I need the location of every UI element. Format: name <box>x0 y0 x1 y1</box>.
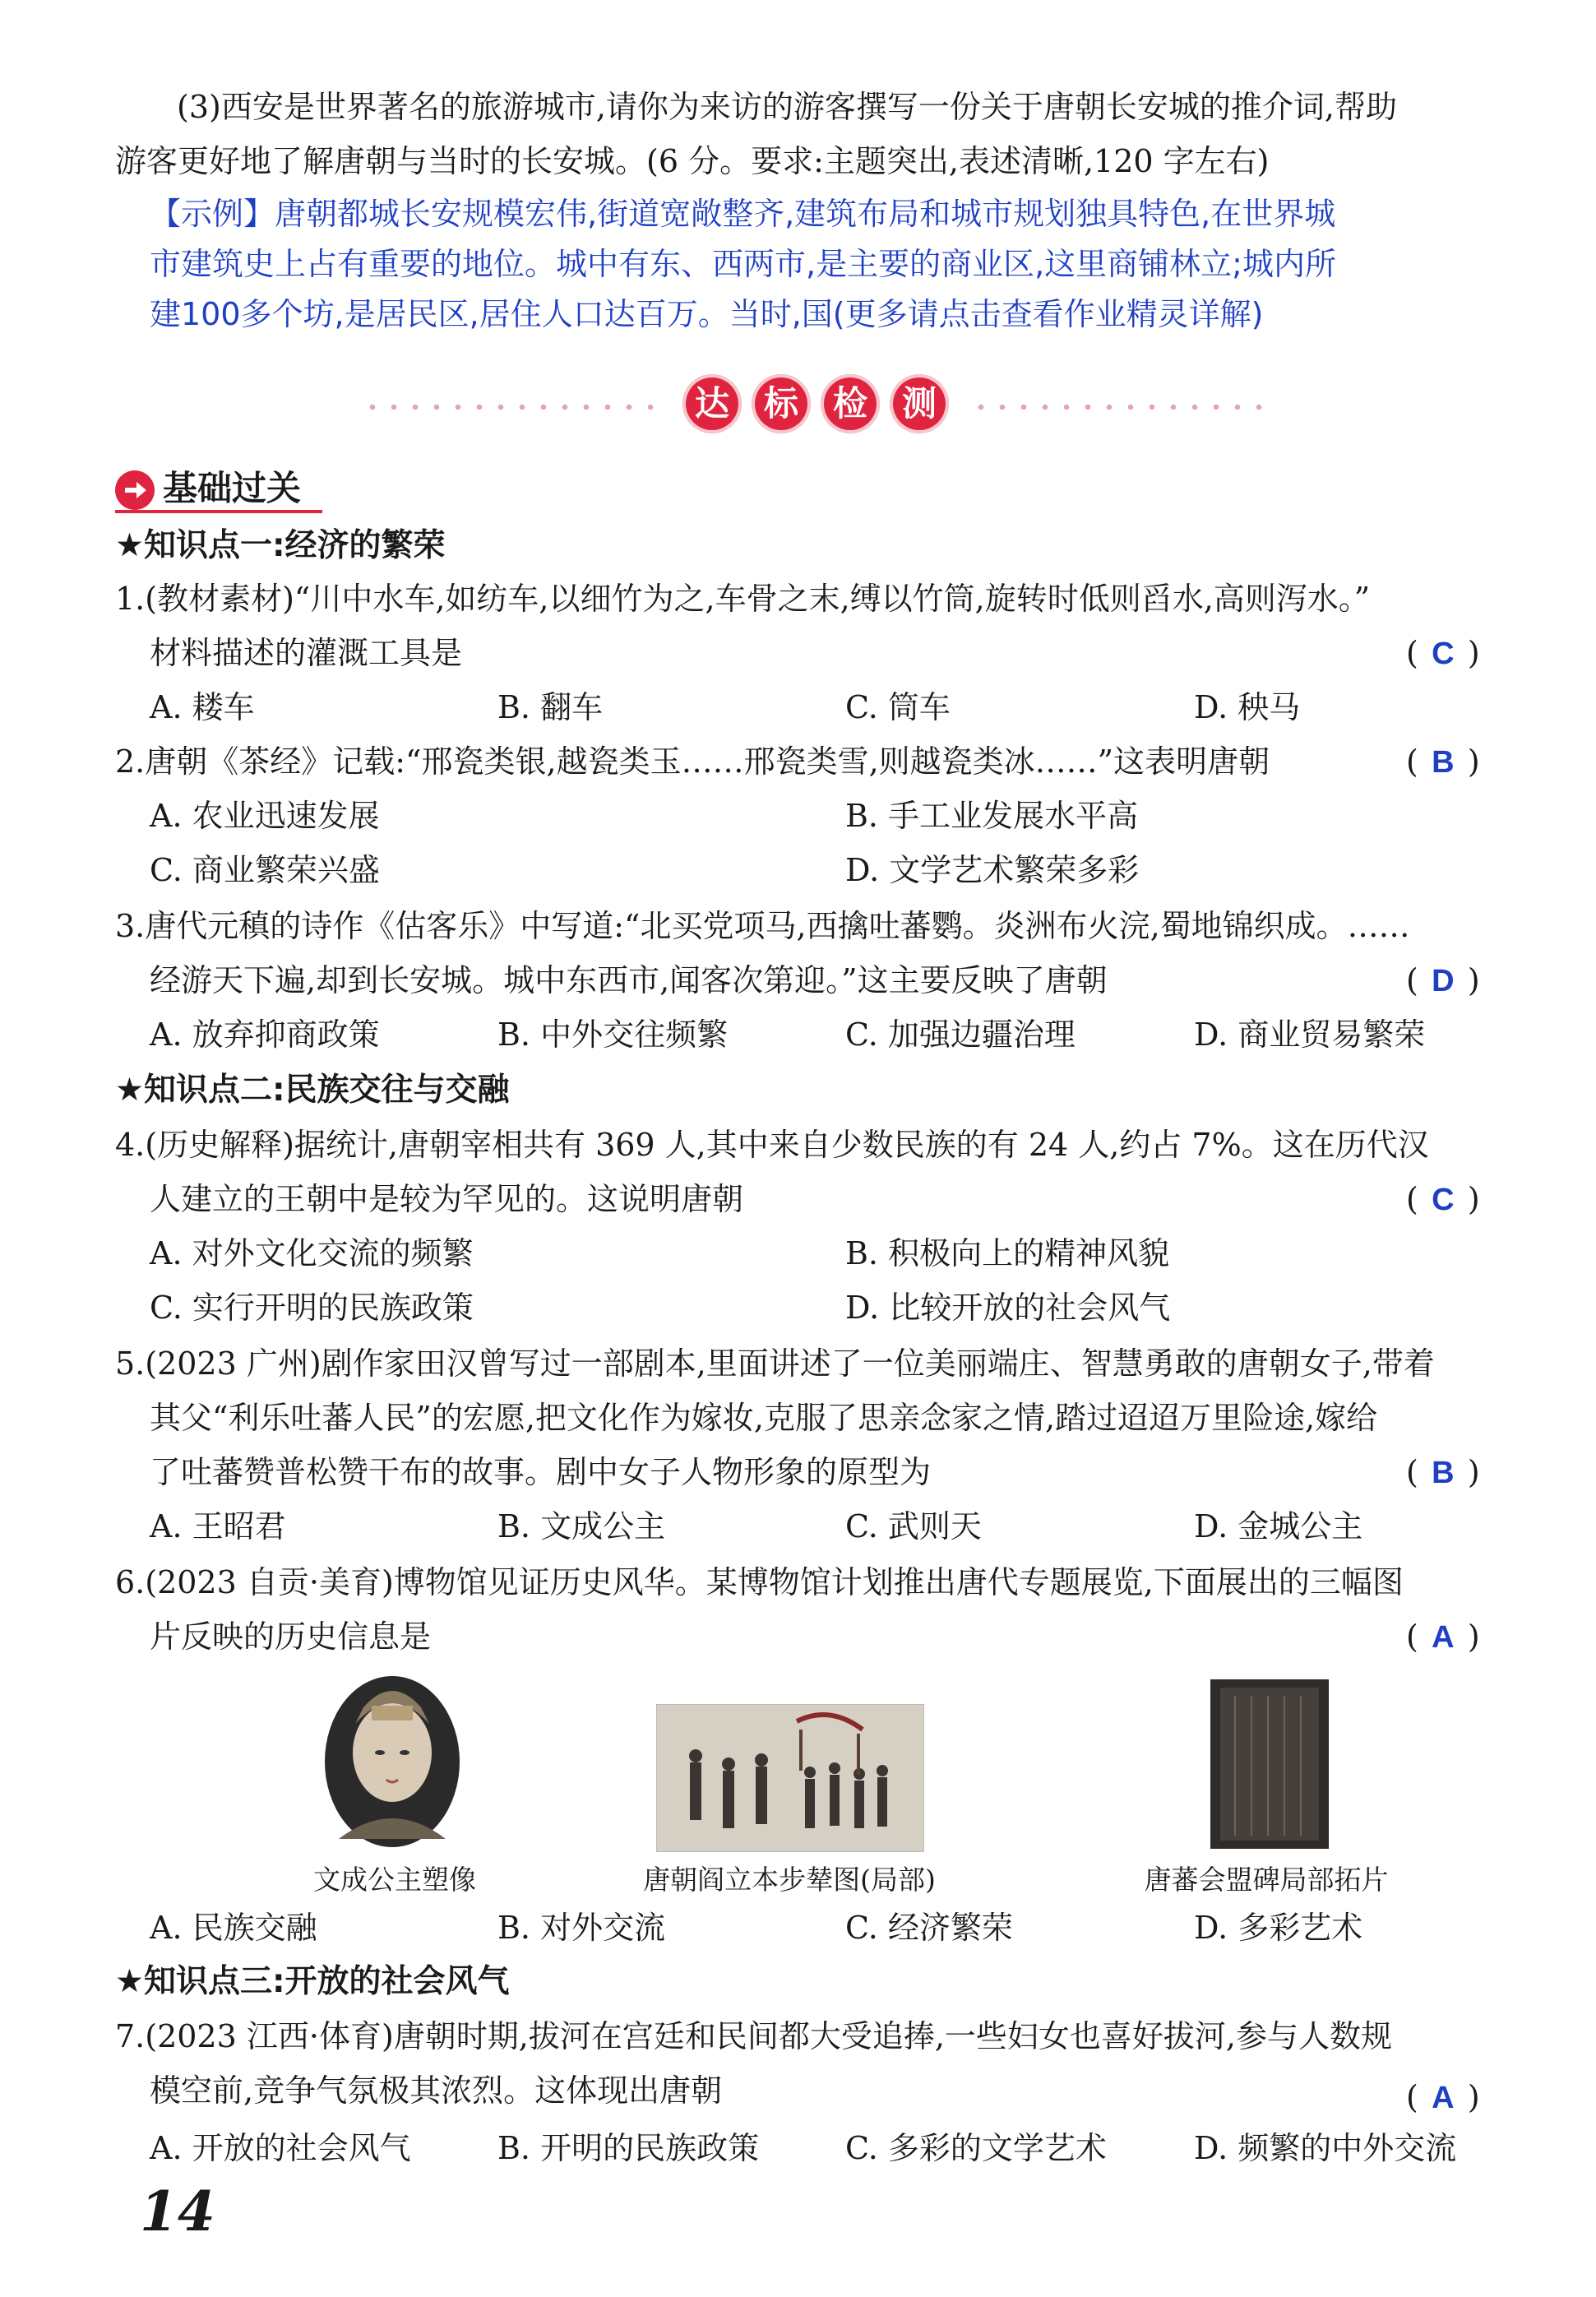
q7-option-c: C. 多彩的文学艺术 <box>845 2130 1107 2166</box>
q3m-stem-line1: 3.唐代元稹的诗作《估客乐》中写道:“北买党项马,西擒吐蕃鹦。炎洲布火浣,蜀地锦织成。…… <box>115 908 1410 944</box>
arrow-icon <box>115 470 155 510</box>
q1-answer-letter: C <box>1432 637 1455 671</box>
q6-option-c: C. 经济繁荣 <box>845 1910 1013 1946</box>
figure-caption-1: 文成公主塑像 <box>313 1864 476 1896</box>
q3m-answer-letter: D <box>1432 964 1455 998</box>
section-title: 基础过关 <box>163 468 302 508</box>
q1-option-c: C. 筒车 <box>845 689 951 725</box>
q7-answer: ( A ) <box>1406 2077 1480 2118</box>
q5-answer-letter: B <box>1432 1456 1455 1490</box>
q1-option-b: B. 翻车 <box>497 689 604 725</box>
q1-option-d: D. 秧马 <box>1194 689 1301 725</box>
q4-answer-letter: C <box>1432 1183 1455 1217</box>
q2-option-d: D. 文学艺术繁荣多彩 <box>845 852 1140 888</box>
knowledge-point-1: ★知识点一:经济的繁荣 <box>115 527 446 564</box>
q1-answer: ( C ) <box>1406 633 1480 674</box>
q4-option-c: C. 实行开明的民族政策 <box>150 1290 474 1326</box>
q3m-answer: ( D ) <box>1406 961 1480 1001</box>
q3-example-line2: 市建筑史上占有重要的地位。城中有东、西两市,是主要的商业区,这里商铺林立;城内所 <box>150 246 1336 282</box>
q2-answer: ( B ) <box>1406 742 1480 782</box>
q5-option-b: B. 文成公主 <box>497 1508 666 1544</box>
q4-stem-line2: 人建立的王朝中是较为罕见的。这说明唐朝 <box>150 1181 744 1217</box>
q7-stem-line1: 7.(2023 江西·体育)唐朝时期,拔河在宫廷和民间都大受追捧,一些妇女也喜好拔河,参与人数规 <box>115 2018 1393 2054</box>
q3-prompt-line2: 游客更好地了解唐朝与当时的长安城。(6 分。要求:主题突出,表述清晰,120 字左右) <box>115 143 1270 179</box>
q2-stem-line1: 2.唐朝《茶经》记载:“邢瓷类银,越瓷类玉……邢瓷类雪,则越瓷类冰……”这表明唐朝 <box>115 743 1270 780</box>
q3m-option-a: A. 放弃抑商政策 <box>150 1017 380 1053</box>
q4-option-b: B. 积极向上的精神风貌 <box>845 1235 1170 1271</box>
q1-stem-line1: 1.(教材素材)“川中水车,如纺车,以细竹为之,车骨之末,缚以竹筒,旋转时低则舀水,高则泻水。” <box>115 581 1371 617</box>
q6-answer: ( A ) <box>1406 1617 1480 1657</box>
banner-char-1: 达 <box>682 374 742 433</box>
q5-stem-line2: 其父“利乐吐蕃人民”的宏愿,把文化作为嫁妆,克服了思亲念家之情,踏过迢迢万里险途,嫁给 <box>150 1400 1378 1436</box>
q4-option-a: A. 对外文化交流的频繁 <box>150 1235 474 1271</box>
q6-answer-letter: A <box>1432 1620 1455 1655</box>
section-underline <box>115 510 322 513</box>
figure-caption-2: 唐朝阎立本步辇图(局部) <box>643 1864 936 1896</box>
q3m-option-c: C. 加强边疆治理 <box>845 1017 1076 1053</box>
q5-stem-line3: 了吐蕃赞普松赞干布的故事。剧中女子人物形象的原型为 <box>150 1454 932 1490</box>
q6-stem-line1: 6.(2023 自贡·美育)博物馆见证历史风华。某博物馆计划推出唐代专题展览,下面展出的三幅图 <box>115 1564 1404 1600</box>
princess-statue-image <box>322 1674 462 1849</box>
banner-char-3: 检 <box>821 374 880 433</box>
q5-answer: ( B ) <box>1406 1452 1480 1493</box>
q4-answer: ( C ) <box>1406 1179 1480 1220</box>
q5-stem-line1: 5.(2023 广州)剧作家田汉曾写过一部剧本,里面讲述了一位美丽端庄、智慧勇敢的唐朝女子,带着 <box>115 1345 1435 1382</box>
knowledge-point-3: ★知识点三:开放的社会风气 <box>115 1963 510 2000</box>
q7-answer-letter: A <box>1432 2081 1455 2115</box>
q5-option-a: A. 王昭君 <box>150 1508 286 1544</box>
q6-stem-line2: 片反映的历史信息是 <box>150 1619 432 1655</box>
q7-option-a: A. 开放的社会风气 <box>150 2130 411 2166</box>
q3m-option-b: B. 中外交往频繁 <box>497 1017 729 1053</box>
q5-option-c: C. 武则天 <box>845 1508 982 1544</box>
q3-example-line1: 【示例】唐朝都城长安规模宏伟,街道宽敞整齐,建筑布局和城市规划独具特色,在世界城 <box>150 196 1336 232</box>
q5-option-d: D. 金城公主 <box>1194 1508 1363 1544</box>
q3-example-line3: 建100多个坊,是居民区,居住人口达百万。当时,国(更多请点击查看作业精灵详解) <box>150 296 1264 332</box>
q4-option-d: D. 比较开放的社会风气 <box>845 1290 1171 1326</box>
knowledge-point-2: ★知识点二:民族交往与交融 <box>115 1072 510 1109</box>
q3-prompt-line1: (3)西安是世界著名的旅游城市,请你为来访的游客撰写一份关于唐朝长安城的推介词,帮助 <box>177 89 1397 125</box>
banner-char-2: 标 <box>752 374 811 433</box>
q6-option-b: B. 对外交流 <box>497 1910 666 1946</box>
figure-caption-3: 唐蕃会盟碑局部拓片 <box>1144 1864 1389 1896</box>
treaty-stele-rubbing-image <box>1210 1679 1329 1849</box>
page-number: 14 <box>140 2179 215 2244</box>
q4-stem-line1: 4.(历史解释)据统计,唐朝宰相共有 369 人,其中来自少数民族的有 24 人,约占 7%。这在历代汉 <box>115 1127 1429 1163</box>
banner-char-4: 测 <box>890 374 949 433</box>
q2-option-a: A. 农业迅速发展 <box>150 798 380 834</box>
q6-option-a: A. 民族交融 <box>150 1910 317 1946</box>
q7-option-b: B. 开明的民族政策 <box>497 2130 760 2166</box>
q1-stem-line2: 材料描述的灌溉工具是 <box>150 635 463 671</box>
q2-answer-letter: B <box>1432 745 1455 780</box>
q7-stem-line2: 模空前,竞争气氛极其浓烈。这体现出唐朝 <box>150 2072 723 2109</box>
q1-option-a: A. 耧车 <box>150 689 255 725</box>
bunian-painting-image <box>656 1704 924 1852</box>
q7-option-d: D. 频繁的中外交流 <box>1194 2130 1457 2166</box>
q3m-option-d: D. 商业贸易繁荣 <box>1194 1017 1426 1053</box>
q2-option-b: B. 手工业发展水平高 <box>845 798 1139 834</box>
banner-dots-right <box>970 404 1266 410</box>
section-banner <box>362 374 1266 440</box>
q3m-stem-line2: 经游天下遍,却到长安城。城中东西市,闻客次第迎。”这主要反映了唐朝 <box>150 962 1108 998</box>
banner-dots-left <box>362 404 658 410</box>
q2-option-c: C. 商业繁荣兴盛 <box>150 852 380 888</box>
q6-option-d: D. 多彩艺术 <box>1194 1910 1363 1946</box>
